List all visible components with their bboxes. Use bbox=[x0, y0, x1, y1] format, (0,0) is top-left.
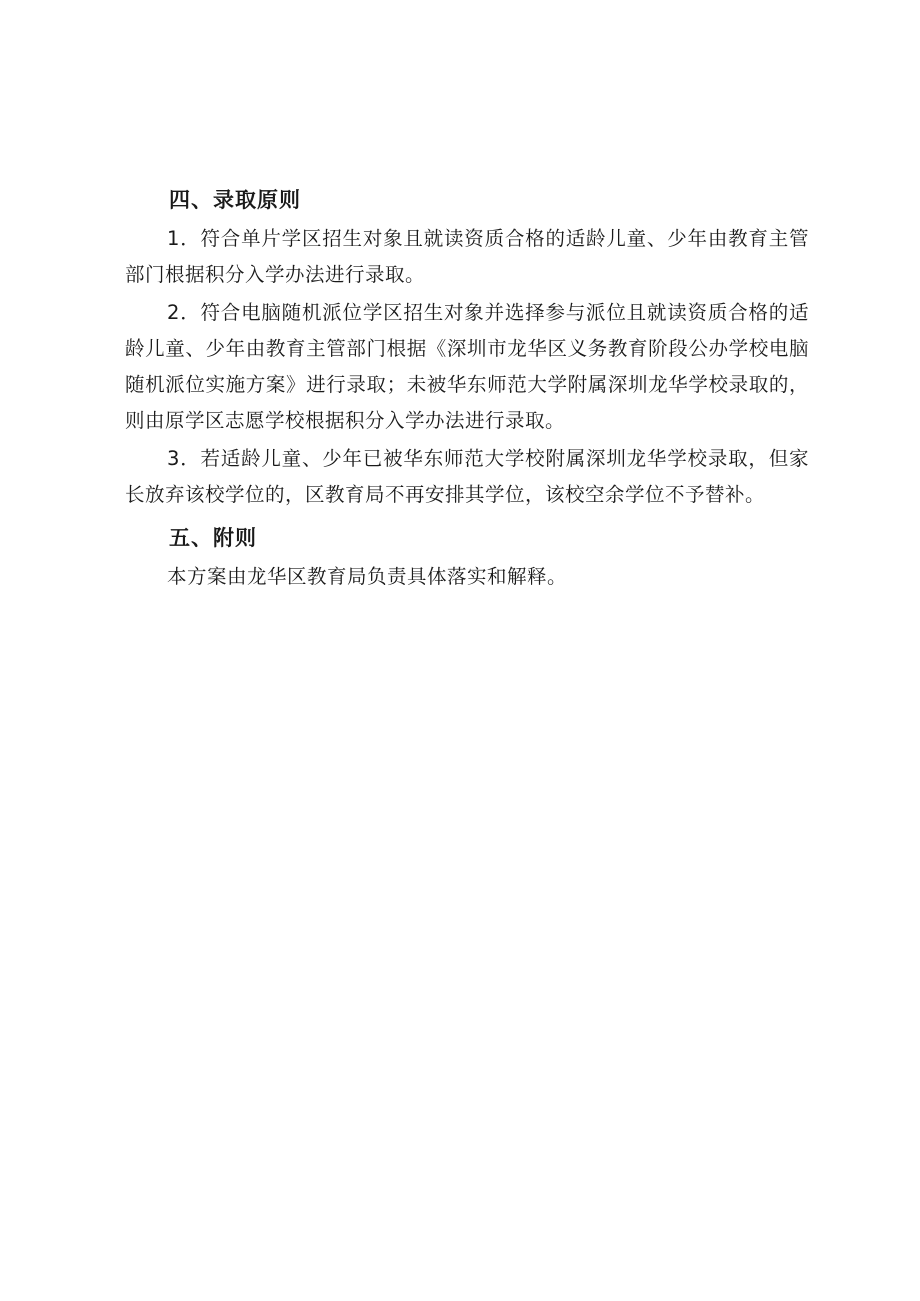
paragraph-rule-2: 2．符合电脑随机派位学区招生对象并选择参与派位且就读资质合格的适龄儿童、少年由教育主管部门根据《深圳市龙华区义务教育阶段公办学校电脑随机派位实施方案》进行录取；未被华东师范大学附属深圳龙华学校录取的，则由原学区志愿学校根据积分入学办法进行录取。 bbox=[125, 301, 809, 432]
section-heading-supplementary-provisions: 五、附则 bbox=[169, 526, 257, 550]
paragraph-interpretation: 本方案由龙华区教育局负责具体落实和解释。 bbox=[167, 565, 568, 588]
paragraph-rule-3: 3．若适龄儿童、少年已被华东师范大学校附属深圳龙华学校录取，但家长放弃该校学位的，区教育局不再安排其学位，该校空余学位不予替补。 bbox=[125, 447, 809, 506]
section-heading-admission-principles: 四、录取原则 bbox=[169, 188, 301, 212]
paragraph-rule-1: 1．符合单片学区招生对象且就读资质合格的适龄儿童、少年由教育主管部门根据积分入学办法进行录取。 bbox=[125, 227, 809, 286]
document-page bbox=[125, 183, 809, 595]
